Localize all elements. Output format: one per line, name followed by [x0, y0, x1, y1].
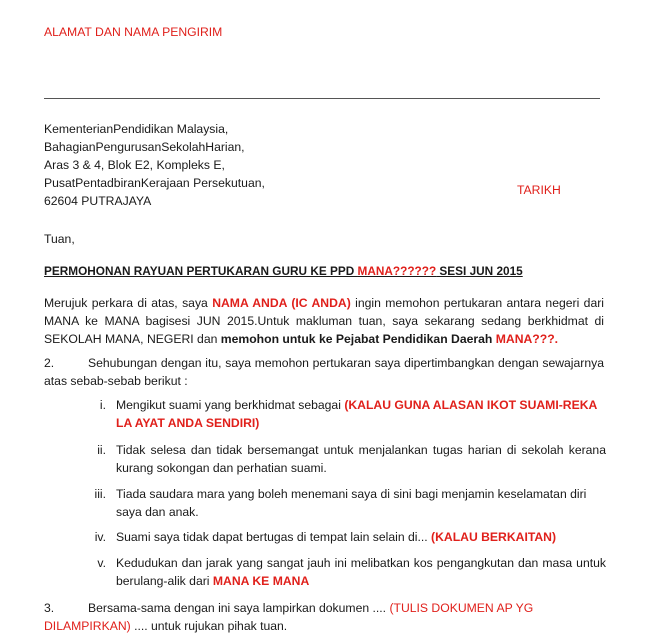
item-note: (KALAU BERKAITAN): [431, 530, 557, 544]
item-note: (KALAU GUNA ALASAN IKOT SUAMI-REKA LA AYAT ANDA SENDIRI): [116, 398, 597, 430]
item-number: iv.: [94, 530, 106, 544]
paragraph-1: [44, 294, 604, 348]
item-text: [116, 554, 606, 590]
applicant-name: NAMA ANDA (IC ANDA): [212, 296, 351, 310]
para3-text: Bersama-sama dengan ini saya lampirkan dokumen ....: [88, 601, 390, 615]
para3-text: .... untuk rujukan pihak tuan.: [130, 619, 288, 633]
paragraph-2: [44, 354, 604, 390]
para1-text: ingin memohon pertukaran antara negeri dari MANA ke MANA bagisesi JUN 2015.Untuk makluman tuan, saya sekarang sedang berkhidmat di SEKOLAH MANA, NEGERI dan: [44, 296, 604, 346]
para1-request: memohon untuk ke Pejabat Pendidikan Daerah: [220, 332, 496, 346]
address-line: BahagianPengurusanSekolahHarian,: [44, 140, 245, 154]
item-number: ii.: [97, 443, 106, 457]
para2-text: Sehubungan dengan itu, saya memohon pertukaran saya dipertimbangkan dengan sewajarnya atas sebab-sebab berikut :: [44, 356, 604, 388]
recipient-address: [44, 120, 265, 210]
divider-line: [44, 98, 600, 99]
item-number: v.: [97, 556, 106, 570]
item-number: i.: [99, 398, 106, 412]
item-text: [116, 528, 606, 546]
para1-text: Merujuk perkara di atas, saya: [44, 296, 213, 310]
sender-heading: ALAMAT DAN NAMA PENGIRIM: [44, 25, 223, 39]
paragraph-number: 3.: [44, 601, 55, 615]
item-text: Tidak selesa dan tidak bersemangat untuk menjalankan tugas harian di sekolah kerana kurang sokongan dan perhatian suami.: [116, 443, 606, 475]
item-text: [116, 396, 606, 432]
target-district: MANA???.: [495, 332, 559, 346]
paragraph-number: 2.: [44, 356, 55, 370]
address-line: 62604 PUTRAJAYA: [44, 194, 152, 208]
item-body: Mengikut suami yang berkhidmat sebagai: [116, 398, 345, 412]
attachment-note: (TULIS DOKUMEN AP YG DILAMPIRKAN): [44, 601, 534, 633]
item-note: MANA KE MANA: [212, 574, 310, 588]
salutation: Tuan,: [44, 232, 75, 246]
subject-district: MANA??????: [357, 264, 437, 278]
subject-session: SESI JUN 2015: [436, 264, 523, 278]
date-label: TARIKH: [517, 183, 561, 197]
item-number: iii.: [94, 487, 106, 501]
address-line: KementerianPendidikan Malaysia,: [44, 122, 229, 136]
item-body: Kedudukan dan jarak yang sangat jauh ini melibatkan kos pengangkutan dan masa untuk berulang-alik dari: [116, 556, 606, 588]
address-line: PusatPentadbiranKerajaan Persekutuan,: [44, 176, 265, 190]
address-line: Aras 3 & 4, Blok E2, Kompleks E,: [44, 158, 225, 172]
subject-text: PERMOHONAN RAYUAN PERTUKARAN GURU KE PPD: [44, 264, 358, 278]
item-body: Suami saya tidak dapat bertugas di tempat lain selain di...: [116, 530, 432, 544]
item-text: Tiada saudara mara yang boleh menemani saya di sini bagi menjamin keselamatan diri saya dan anak.: [116, 487, 587, 519]
subject-line: [44, 264, 523, 278]
